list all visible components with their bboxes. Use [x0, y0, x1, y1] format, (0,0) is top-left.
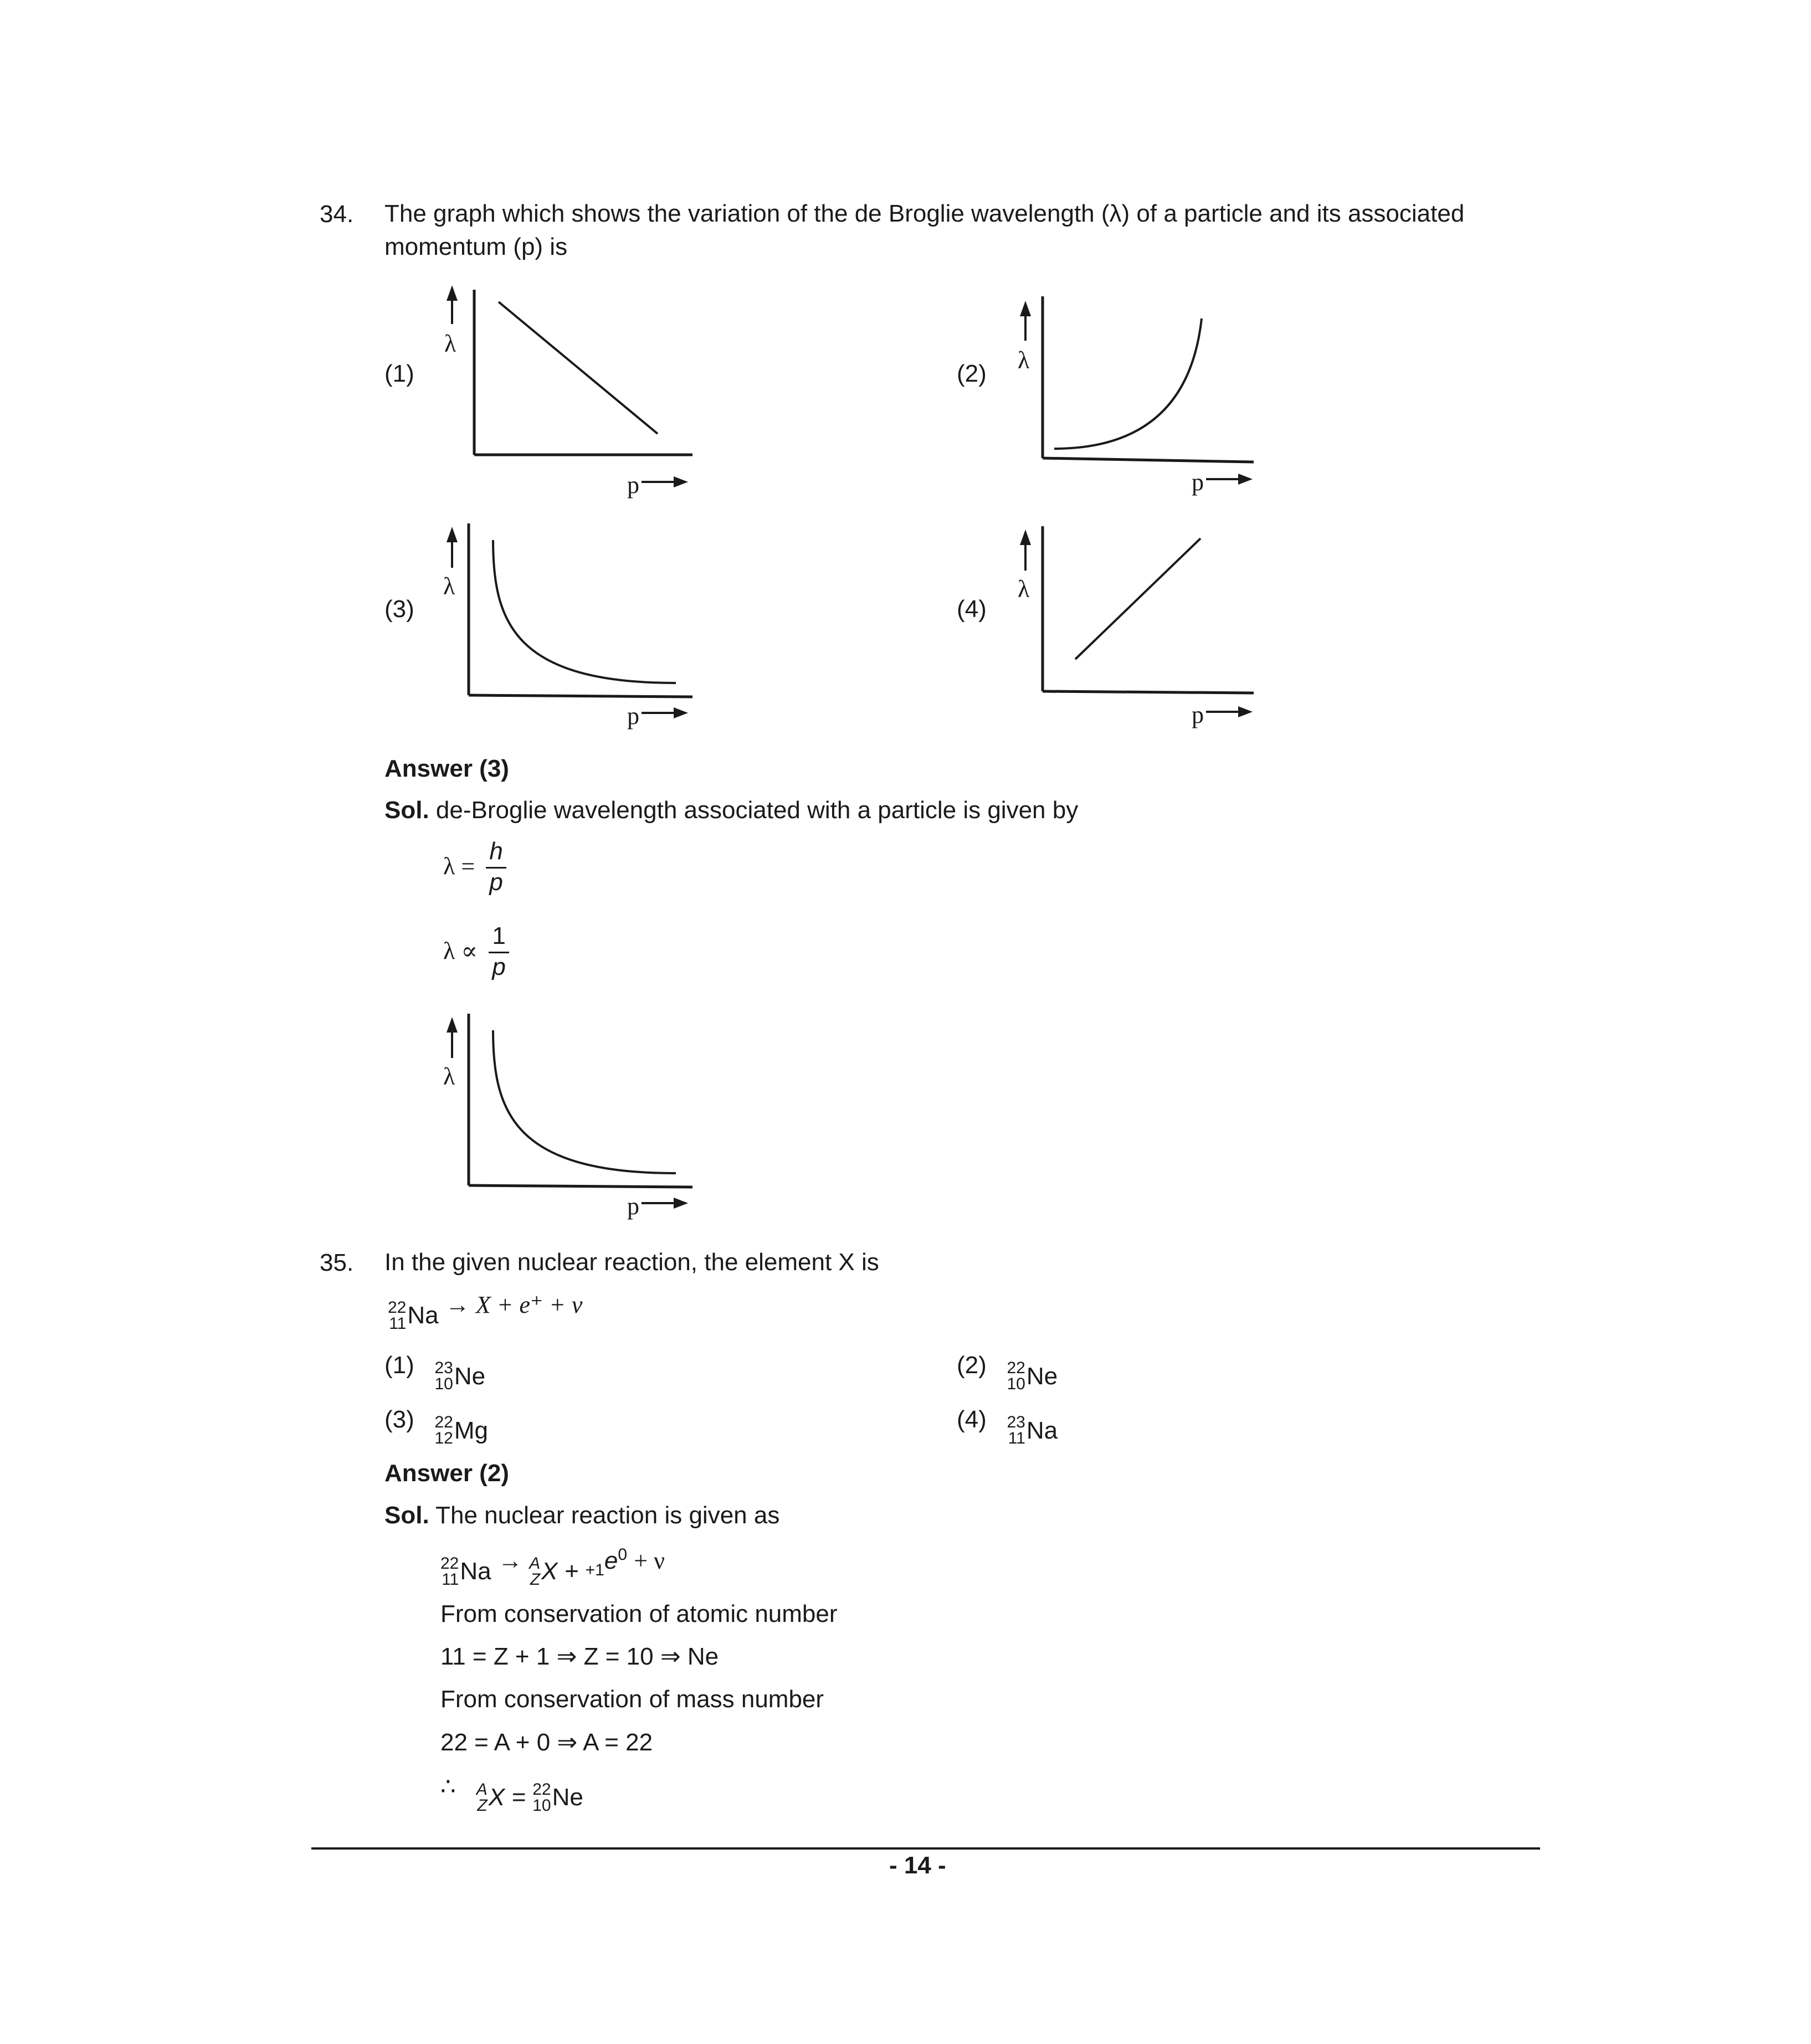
y-axis-label: λ: [444, 330, 456, 357]
page-number: - 14 -: [889, 1852, 946, 1879]
q34-eq1: [443, 838, 506, 896]
curve-increasing-line: [1075, 538, 1201, 659]
question-35-number: 35.: [320, 1249, 354, 1276]
graph-option-3: [432, 523, 698, 734]
curve-decreasing-line: [499, 302, 658, 434]
x-axis-label: p: [1192, 701, 1204, 728]
q34-option-2-label: (2): [957, 360, 987, 387]
eq2-den: p: [492, 953, 506, 980]
eq2-lhs: λ ∝: [443, 937, 478, 965]
arrow-right-icon: [1238, 706, 1253, 717]
x-axis: [1043, 458, 1254, 462]
curve-hyperbola: [493, 540, 676, 683]
q34-option-3-label: (3): [384, 595, 414, 623]
y-axis-label: λ: [443, 1063, 455, 1090]
x-axis-label: p: [1192, 469, 1204, 496]
eq1-den: p: [489, 868, 503, 896]
q35-reaction: 22 11 Na → X + e⁺ + ν: [388, 1291, 583, 1333]
graph-option-1: [432, 280, 698, 501]
question-34-text-line1: The graph which shows the variation of the de Broglie wavelength (λ) of a particle and its associated: [384, 200, 1465, 227]
x-axis: [469, 1185, 692, 1187]
sol-label: Sol.: [384, 797, 429, 824]
q34-eq2: [443, 922, 509, 981]
question-34-number: 34.: [320, 201, 354, 228]
y-axis-label: λ: [1018, 347, 1030, 374]
q35-solution: [384, 1501, 779, 1531]
arrow-right-icon: [1238, 474, 1253, 485]
q34-option-4-label: (4): [957, 595, 987, 623]
sol-label: Sol.: [384, 1502, 429, 1529]
x-axis: [469, 695, 692, 697]
question-35-text: In the given nuclear reaction, the element X is: [384, 1249, 879, 1276]
question-34-text-line2: momentum (p) is: [384, 233, 568, 260]
x-axis-label: p: [627, 1193, 639, 1220]
curve-increasing-convex: [1054, 319, 1202, 449]
graph-option-4: [1004, 526, 1270, 731]
q34-solution: [384, 796, 1078, 825]
q34-answer: Answer (3): [384, 755, 509, 782]
x-axis: [1043, 691, 1254, 693]
q35-mass-title: From conservation of mass number: [440, 1686, 824, 1713]
y-axis-label: λ: [1018, 576, 1030, 603]
eq2-num: 1: [489, 922, 509, 953]
solution-graph: [432, 1014, 698, 1224]
q35-option-2: (2) 22 10 Ne: [957, 1352, 1058, 1393]
arrow-right-icon: [674, 1198, 688, 1209]
q35-option-3: (3) 22 12 Mg: [384, 1406, 488, 1447]
sol-text: de-Broglie wavelength associated with a particle is given by: [435, 797, 1079, 824]
arrow-right-icon: [674, 476, 688, 487]
arrow-right-icon: [674, 707, 688, 718]
q34-option-1-label: (1): [384, 360, 414, 387]
x-axis-label: p: [627, 471, 639, 499]
q35-atomic-title: From conservation of atomic number: [440, 1600, 838, 1627]
sol-text: The nuclear reaction is given as: [435, 1502, 780, 1529]
q35-final: ∴ A Z X = 22 10 Ne: [440, 1773, 583, 1815]
q35-mass-eq: 22 = A + 0 ⇒ A = 22: [440, 1729, 653, 1756]
q35-atomic-eq: 11 = Z + 1 ⇒ Z = 10 ⇒ Ne: [440, 1643, 719, 1670]
q35-answer: Answer (2): [384, 1460, 509, 1487]
curve-hyperbola: [493, 1030, 676, 1173]
y-axis-label: λ: [443, 573, 455, 600]
q35-sol-reaction: 22 11 Na → A Z X + $_{+1}e^0 + \nu$: [440, 1545, 665, 1589]
q35-option-1: (1) 23 10 Ne: [384, 1352, 486, 1393]
x-axis-label: p: [627, 702, 639, 730]
eq1-lhs: λ =: [443, 852, 475, 880]
footer-divider: [311, 1847, 1540, 1850]
graph-option-2: [1004, 296, 1270, 512]
q35-option-4: (4) 23 11 Na: [957, 1406, 1058, 1447]
eq1-num: h: [486, 838, 506, 869]
